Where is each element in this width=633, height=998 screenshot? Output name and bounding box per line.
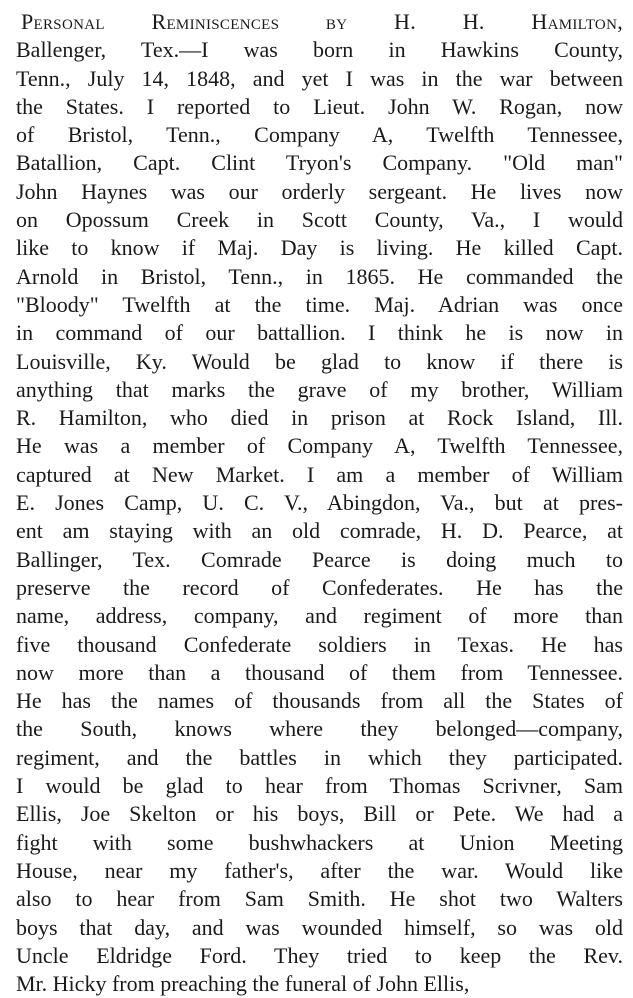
text-line: in command of our battallion. I think he is now in (16, 320, 623, 346)
text-line: the South, knows where they belonged—company, (16, 716, 623, 742)
text-line: E. Jones Camp, U. C. V., Abingdon, Va., but at pres- (16, 490, 623, 516)
text-line: I would be glad to hear from Thomas Scrivner, Sam (16, 773, 623, 799)
text-line: Uncle Eldridge Ford. They tried to keep the Rev. (16, 942, 623, 968)
text-line: Louisville, Ky. Would be glad to know if there is (16, 348, 623, 374)
text-line: He has the names of thousands from all the States of (16, 688, 623, 714)
text-line: Ellis, Joe Skelton or his boys, Bill or Pete. We had a (16, 801, 623, 827)
text-line: House, near my father's, after the war. Would like (16, 857, 623, 883)
article-text (16, 8, 623, 998)
text-line: John Haynes was our orderly sergeant. He lives now (16, 178, 623, 204)
text-line: He was a member of Company A, Twelfth Tennessee, (16, 433, 623, 459)
text-line: Mr. Hicky from preaching the funeral of John Ellis, (16, 971, 470, 997)
text-line: Arnold in Bristol, Tenn., in 1865. He commanded the (16, 263, 623, 289)
text-line: five thousand Confederate soldiers in Texas. He has (16, 631, 623, 657)
text-line: regiment, and the battles in which they participated. (16, 744, 623, 770)
text-line: Tenn., July 14, 1848, and yet I was in the war between (16, 65, 623, 91)
text-line: like to know if Maj. Day is living. He killed Capt. (16, 235, 623, 261)
text-line: captured at New Market. I am a member of William (16, 461, 623, 487)
text-line: preserve the record of Confederates. He has the (16, 574, 623, 600)
text-line: Ballinger, Tex. Comrade Pearce is doing much to (16, 546, 623, 572)
text-line: also to hear from Sam Smith. He shot two Walters (16, 886, 623, 912)
text-line: now more than a thousand of them from Tennessee. (16, 659, 623, 685)
text-line: ent am staying with an old comrade, H. D. Pearce, at (16, 518, 623, 544)
text-line: on Opossum Creek in Scott County, Va., I would (16, 207, 623, 233)
text-line: R. Hamilton, who died in prison at Rock Island, Ill. (16, 405, 623, 431)
text-line: Batallion, Capt. Clint Tryon's Company. "Old man" (16, 150, 623, 176)
text-line: boys that day, and was wounded himself, so was old (16, 914, 623, 940)
text-line: name, address, company, and regiment of more than (16, 603, 623, 629)
text-line: "Bloody" Twelfth at the time. Maj. Adrian was once (16, 291, 623, 317)
text-line: Ballenger, Tex.—I was born in Hawkins County, (16, 37, 623, 63)
article-heading: Personal Reminiscences by H. H. Hamilton, (21, 9, 623, 34)
text-line: fight with some bushwhackers at Union Meeting (16, 829, 623, 855)
text-line: anything that marks the grave of my brother, William (16, 376, 623, 402)
text-line: the States. I reported to Lieut. John W. Rogan, now (16, 93, 623, 119)
text-line: of Bristol, Tenn., Company A, Twelfth Tennessee, (16, 122, 623, 148)
